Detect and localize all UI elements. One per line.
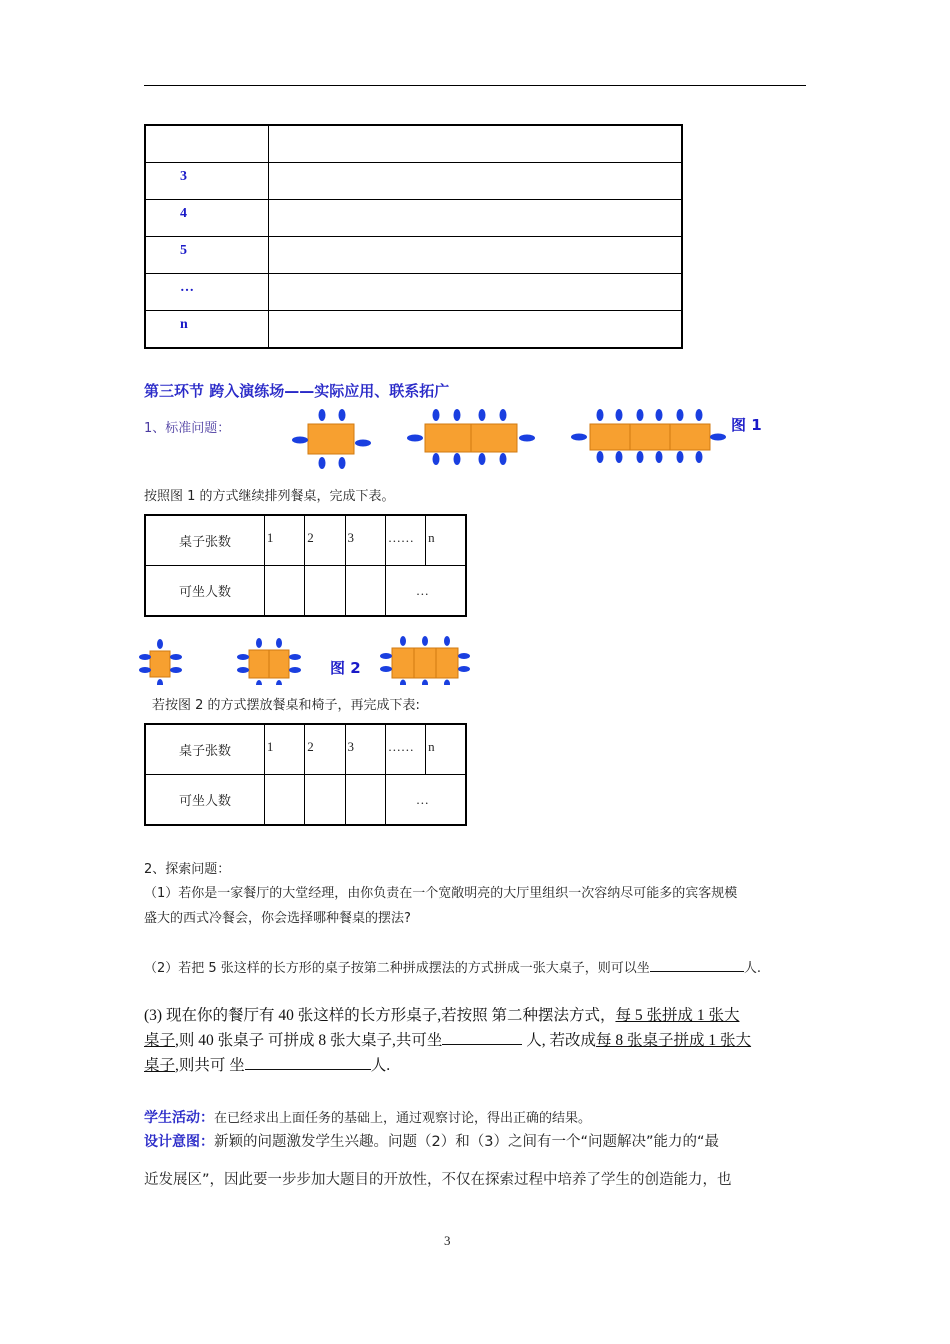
figure-1-label: 图 1 (731, 416, 762, 434)
table-cell (268, 163, 682, 200)
table-row (145, 566, 466, 617)
question-2-3-text: 人, 若改成 (522, 1032, 597, 1049)
design-intent-line2: 近发展区”，因此要一步步加大题目的开放性，不仅在探索过程中培养了学生的创造能力，也 (144, 1172, 732, 1188)
table-1 (144, 124, 683, 349)
table-row (145, 125, 682, 163)
table-row (145, 163, 682, 200)
section-heading: 第三环节 跨入演练场——实际应用、联系拓广 (144, 382, 450, 400)
underlined-text: 每 8 张桌子拼成 1 张大 (596, 1032, 752, 1049)
row-label: 可坐人数 (145, 775, 264, 826)
question-2-3-line2 (144, 1028, 751, 1053)
activity-text: 在已经求出上面任务的基础上，通过观察讨论，得出正确的结果。 (214, 1111, 592, 1126)
table-cell (268, 311, 682, 349)
figure-2-label: 图 2 (330, 659, 361, 677)
table-row (145, 724, 466, 775)
instruction-1: 按照图 1 的方式继续排列餐桌，完成下表。 (144, 489, 395, 504)
table-row (145, 515, 466, 566)
fig2-three-tables (380, 636, 470, 685)
table-cell: 4 (145, 200, 268, 237)
table-cell (264, 775, 304, 826)
question-2-3-line3 (144, 1053, 390, 1078)
answer-blank[interactable] (650, 957, 744, 972)
question-2-2-unit: 人. (743, 961, 761, 976)
answer-blank[interactable] (442, 1030, 522, 1045)
question-2-1-line1: （1）若你是一家餐厅的大堂经理，由你负责在一个宽敞明亮的大厅里组织一次容纳尽可能多的宾客规模 (144, 886, 738, 901)
underlined-text: 桌子 (144, 1057, 176, 1074)
table-a (144, 514, 467, 617)
table-cell: …… (385, 724, 425, 775)
design-label: 设计意图： (144, 1134, 214, 1150)
table-row (145, 274, 682, 311)
question-1-label: 1、标准问题： (144, 421, 231, 436)
table-row (145, 311, 682, 349)
table-cell: … (385, 775, 466, 826)
table-cell: … (145, 274, 268, 311)
table-cell (268, 125, 682, 163)
table-cell (145, 125, 268, 163)
table-cell: 2 (305, 724, 345, 775)
explore-label: 2、探索问题： (144, 862, 231, 877)
figure-2 (136, 635, 476, 685)
table-cell: n (145, 311, 268, 349)
table-cell (264, 566, 304, 617)
fig2-two-tables (237, 638, 301, 685)
student-activity (144, 1107, 591, 1127)
table-cell: 2 (305, 515, 345, 566)
table-cell: n (426, 724, 466, 775)
fig1-three-tables (571, 409, 726, 463)
table-cell (268, 274, 682, 311)
table-cell: n (426, 515, 466, 566)
design-text: 新颖的问题激发学生兴趣。问题（2）和（3）之间有一个“问题解决”能力的“最 (214, 1134, 719, 1150)
table-cell (345, 566, 385, 617)
table-cell: … (385, 566, 466, 617)
table-cell (345, 775, 385, 826)
question-2-3-text: ,则 40 张桌子 可拼成 8 张大桌子,共可坐 (175, 1032, 443, 1049)
header-rule (144, 85, 806, 86)
table-cell: 3 (145, 163, 268, 200)
question-2-3-line1 (144, 1003, 739, 1028)
fig1-two-tables (407, 409, 535, 465)
question-2-3-text: (3) 现在你的餐厅有 40 张这样的长方形桌子,若按照 第二种摆法方式， (144, 1007, 616, 1024)
table-row (145, 775, 466, 826)
row-label: 桌子张数 (145, 515, 264, 566)
underlined-text: 桌子 (144, 1032, 176, 1049)
figure-1 (280, 405, 780, 469)
question-2-2-text: （2）若把 5 张这样的长方形的桌子按第二种拼成摆法的方式拼成一张大桌子，则可以坐 (144, 961, 650, 976)
design-intent-line1 (144, 1130, 719, 1151)
table-cell: 3 (345, 515, 385, 566)
table-cell: 1 (264, 724, 304, 775)
activity-label: 学生活动： (144, 1110, 214, 1126)
answer-blank[interactable] (245, 1055, 371, 1070)
table-cell (268, 200, 682, 237)
table-cell: 1 (264, 515, 304, 566)
page-number: 3 (444, 1233, 451, 1248)
instruction-2: 若按图 2 的方式摆放餐桌和椅子，再完成下表: (152, 698, 420, 713)
fig1-one-table (292, 409, 371, 469)
table-row (145, 237, 682, 274)
table-cell: 3 (345, 724, 385, 775)
table-cell (305, 775, 345, 826)
table-b (144, 723, 467, 826)
table-cell (305, 566, 345, 617)
question-2-3-text: 人. (370, 1057, 391, 1074)
table-cell: …… (385, 515, 425, 566)
row-label: 可坐人数 (145, 566, 264, 617)
fig2-one-table (139, 639, 182, 685)
table-cell: 5 (145, 237, 268, 274)
row-label: 桌子张数 (145, 724, 264, 775)
question-2-1-line2: 盛大的西式冷餐会，你会选择哪种餐桌的摆法? (144, 911, 411, 926)
question-2-2 (144, 957, 761, 976)
question-2-3-text: ,则共可 坐 (175, 1057, 245, 1074)
table-row (145, 200, 682, 237)
underlined-text: 每 5 张拼成 1 张大 (615, 1007, 740, 1024)
table-cell (268, 237, 682, 274)
